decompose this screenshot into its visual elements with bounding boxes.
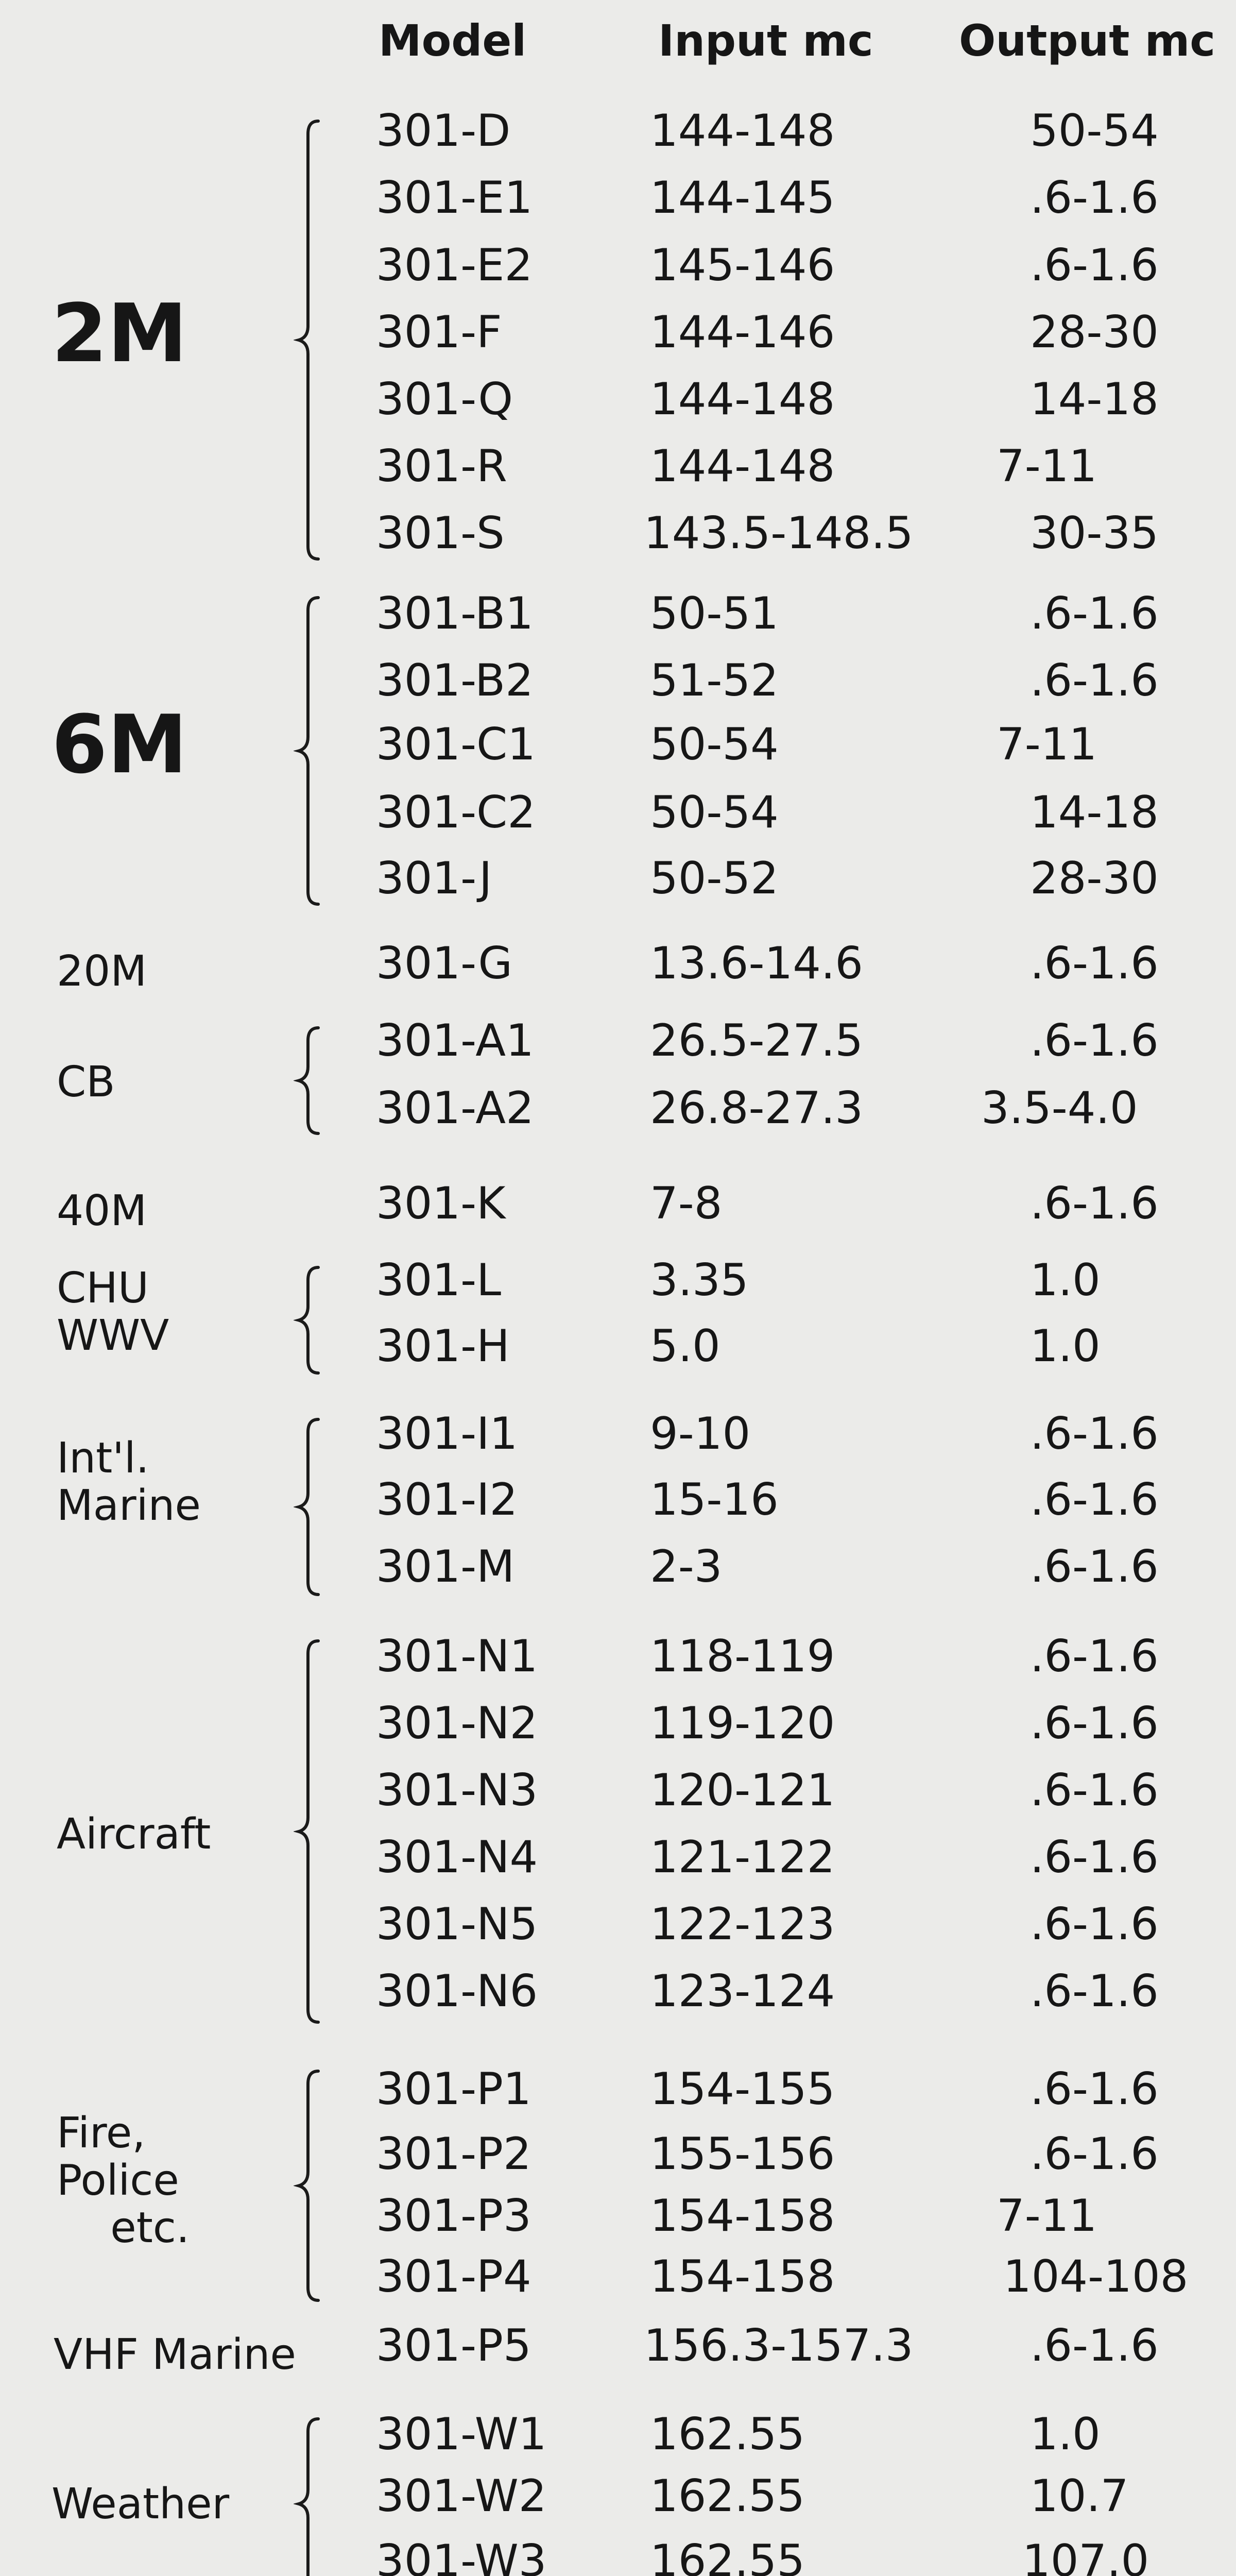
output-cell: .6-1.6 <box>1030 1899 1159 1950</box>
model-cell: 301-W1 <box>376 2409 547 2460</box>
model-cell: 301-R <box>376 440 507 492</box>
group-label-6m: 6M <box>52 698 187 791</box>
input-cell: 119-120 <box>650 1698 835 1749</box>
input-cell: 154-158 <box>650 2251 835 2302</box>
model-cell: 301-K <box>376 1178 506 1229</box>
output-cell: 28-30 <box>1030 307 1159 358</box>
output-cell: .6-1.6 <box>1030 1015 1159 1066</box>
output-cell: 7-11 <box>997 440 1097 492</box>
input-cell: 154-155 <box>650 2063 835 2115</box>
model-cell: 301-N5 <box>376 1899 538 1950</box>
input-cell: 143.5-148.5 <box>644 507 914 559</box>
input-cell: 50-54 <box>650 719 779 770</box>
brace-icon <box>294 1025 324 1136</box>
model-cell: 301-C1 <box>376 719 536 770</box>
output-cell: .6-1.6 <box>1030 1698 1159 1749</box>
model-cell: 301-N4 <box>376 1832 538 1883</box>
model-cell: 301-S <box>376 507 505 559</box>
model-cell: 301-B2 <box>376 655 534 706</box>
header-output: Output mc <box>959 15 1216 66</box>
model-cell: 301-F <box>376 307 502 358</box>
model-cell: 301-E2 <box>376 240 533 291</box>
output-cell: 3.5-4.0 <box>981 1082 1138 1134</box>
model-cell: 301-H <box>376 1320 510 1372</box>
output-cell: .6-1.6 <box>1030 1832 1159 1883</box>
model-cell: 301-P2 <box>376 2128 531 2180</box>
input-cell: 120-121 <box>650 1765 835 1816</box>
output-cell: 1.0 <box>1030 2409 1101 2460</box>
model-cell: 301-N3 <box>376 1765 538 1816</box>
model-cell: 301-G <box>376 938 512 989</box>
brace-icon <box>294 118 324 562</box>
model-cell: 301-I2 <box>376 1474 518 1526</box>
output-cell: .6-1.6 <box>1030 2063 1159 2115</box>
output-cell: 10.7 <box>1030 2470 1129 2522</box>
output-cell: 104-108 <box>1003 2251 1189 2302</box>
output-cell: .6-1.6 <box>1030 172 1159 224</box>
input-cell: 118-119 <box>650 1631 835 1682</box>
input-cell: 122-123 <box>650 1899 835 1950</box>
group-label-2m: 2M <box>52 286 187 380</box>
group-label-cb: CB <box>57 1058 115 1107</box>
model-cell: 301-P1 <box>376 2063 531 2115</box>
input-cell: 50-54 <box>650 787 779 838</box>
output-cell: 28-30 <box>1030 853 1159 904</box>
model-cell: 301-W3 <box>376 2535 547 2576</box>
brace-icon <box>294 1265 324 1376</box>
group-label-int-l-marine: Int'l. Marine <box>57 1434 201 1530</box>
brace-icon <box>294 1417 324 1597</box>
header-input: Input mc <box>658 15 873 66</box>
input-cell: 162.55 <box>650 2409 805 2460</box>
input-cell: 154-158 <box>650 2190 835 2242</box>
input-cell: 50-51 <box>650 588 779 639</box>
input-cell: 2-3 <box>650 1541 723 1592</box>
output-cell: 50-54 <box>1030 105 1159 157</box>
output-cell: 14-18 <box>1030 374 1159 425</box>
model-cell: 301-W2 <box>376 2470 547 2522</box>
output-cell: 107.0 <box>1022 2535 1149 2576</box>
output-cell: .6-1.6 <box>1030 938 1159 989</box>
model-cell: 301-D <box>376 105 511 157</box>
output-cell: .6-1.6 <box>1030 1178 1159 1229</box>
model-cell: 301-A1 <box>376 1015 534 1066</box>
group-label-weather: Weather <box>52 2480 230 2529</box>
model-cell: 301-L <box>376 1255 502 1306</box>
model-cell: 301-J <box>376 853 492 904</box>
model-cell: 301-M <box>376 1541 515 1592</box>
brace-icon <box>294 2069 324 2303</box>
output-cell: .6-1.6 <box>1030 240 1159 291</box>
group-label-20m: 20M <box>57 947 147 996</box>
group-label-fire-police-etc: Fire, Police etc. <box>57 2109 190 2252</box>
input-cell: 9-10 <box>650 1408 751 1460</box>
input-cell: 144-146 <box>650 307 835 358</box>
output-cell: .6-1.6 <box>1030 1541 1159 1592</box>
input-cell: 15-16 <box>650 1474 779 1526</box>
model-cell: 301-P4 <box>376 2251 531 2302</box>
input-cell: 144-148 <box>650 440 835 492</box>
model-cell: 301-A2 <box>376 1082 534 1134</box>
model-cell: 301-P5 <box>376 2320 531 2371</box>
input-cell: 50-52 <box>650 853 779 904</box>
group-label-vhf-marine: VHF Marine <box>54 2330 296 2379</box>
output-cell: 14-18 <box>1030 787 1159 838</box>
input-cell: 162.55 <box>650 2470 805 2522</box>
input-cell: 26.5-27.5 <box>650 1015 864 1066</box>
output-cell: .6-1.6 <box>1030 1631 1159 1682</box>
input-cell: 5.0 <box>650 1320 720 1372</box>
model-cell: 301-N6 <box>376 1965 538 2017</box>
input-cell: 13.6-14.6 <box>650 938 864 989</box>
input-cell: 51-52 <box>650 655 779 706</box>
model-cell: 301-E1 <box>376 172 533 224</box>
output-cell: .6-1.6 <box>1030 1965 1159 2017</box>
brace-icon <box>294 2416 324 2576</box>
output-cell: .6-1.6 <box>1030 655 1159 706</box>
output-cell: .6-1.6 <box>1030 2128 1159 2180</box>
brace-icon <box>294 1638 324 2025</box>
model-cell: 301-N1 <box>376 1631 538 1682</box>
output-cell: .6-1.6 <box>1030 588 1159 639</box>
input-cell: 144-148 <box>650 105 835 157</box>
input-cell: 3.35 <box>650 1255 749 1306</box>
input-cell: 162.55 <box>650 2535 805 2576</box>
model-cell: 301-Q <box>376 374 513 425</box>
model-cell: 301-N2 <box>376 1698 538 1749</box>
input-cell: 145-146 <box>650 240 835 291</box>
header-model: Model <box>379 15 527 66</box>
input-cell: 26.8-27.3 <box>650 1082 864 1134</box>
output-cell: .6-1.6 <box>1030 1408 1159 1460</box>
input-cell: 144-145 <box>650 172 835 224</box>
input-cell: 123-124 <box>650 1965 835 2017</box>
model-cell: 301-I1 <box>376 1408 518 1460</box>
output-cell: .6-1.6 <box>1030 1765 1159 1816</box>
output-cell: 30-35 <box>1030 507 1159 559</box>
model-cell: 301-C2 <box>376 787 536 838</box>
input-cell: 7-8 <box>650 1178 723 1229</box>
output-cell: 1.0 <box>1030 1320 1101 1372</box>
input-cell: 155-156 <box>650 2128 835 2180</box>
brace-icon <box>294 595 324 907</box>
input-cell: 156.3-157.3 <box>644 2320 914 2371</box>
output-cell: .6-1.6 <box>1030 2320 1159 2371</box>
model-cell: 301-B1 <box>376 588 534 639</box>
output-cell: 1.0 <box>1030 1255 1101 1306</box>
output-cell: 7-11 <box>997 719 1097 770</box>
input-cell: 121-122 <box>650 1832 835 1883</box>
group-label-chu-wwv: CHU WWV <box>57 1264 169 1360</box>
group-label-40m: 40M <box>57 1187 147 1235</box>
group-label-aircraft: Aircraft <box>57 1810 211 1859</box>
output-cell: 7-11 <box>997 2190 1097 2242</box>
model-cell: 301-P3 <box>376 2190 531 2242</box>
input-cell: 144-148 <box>650 374 835 425</box>
output-cell: .6-1.6 <box>1030 1474 1159 1526</box>
